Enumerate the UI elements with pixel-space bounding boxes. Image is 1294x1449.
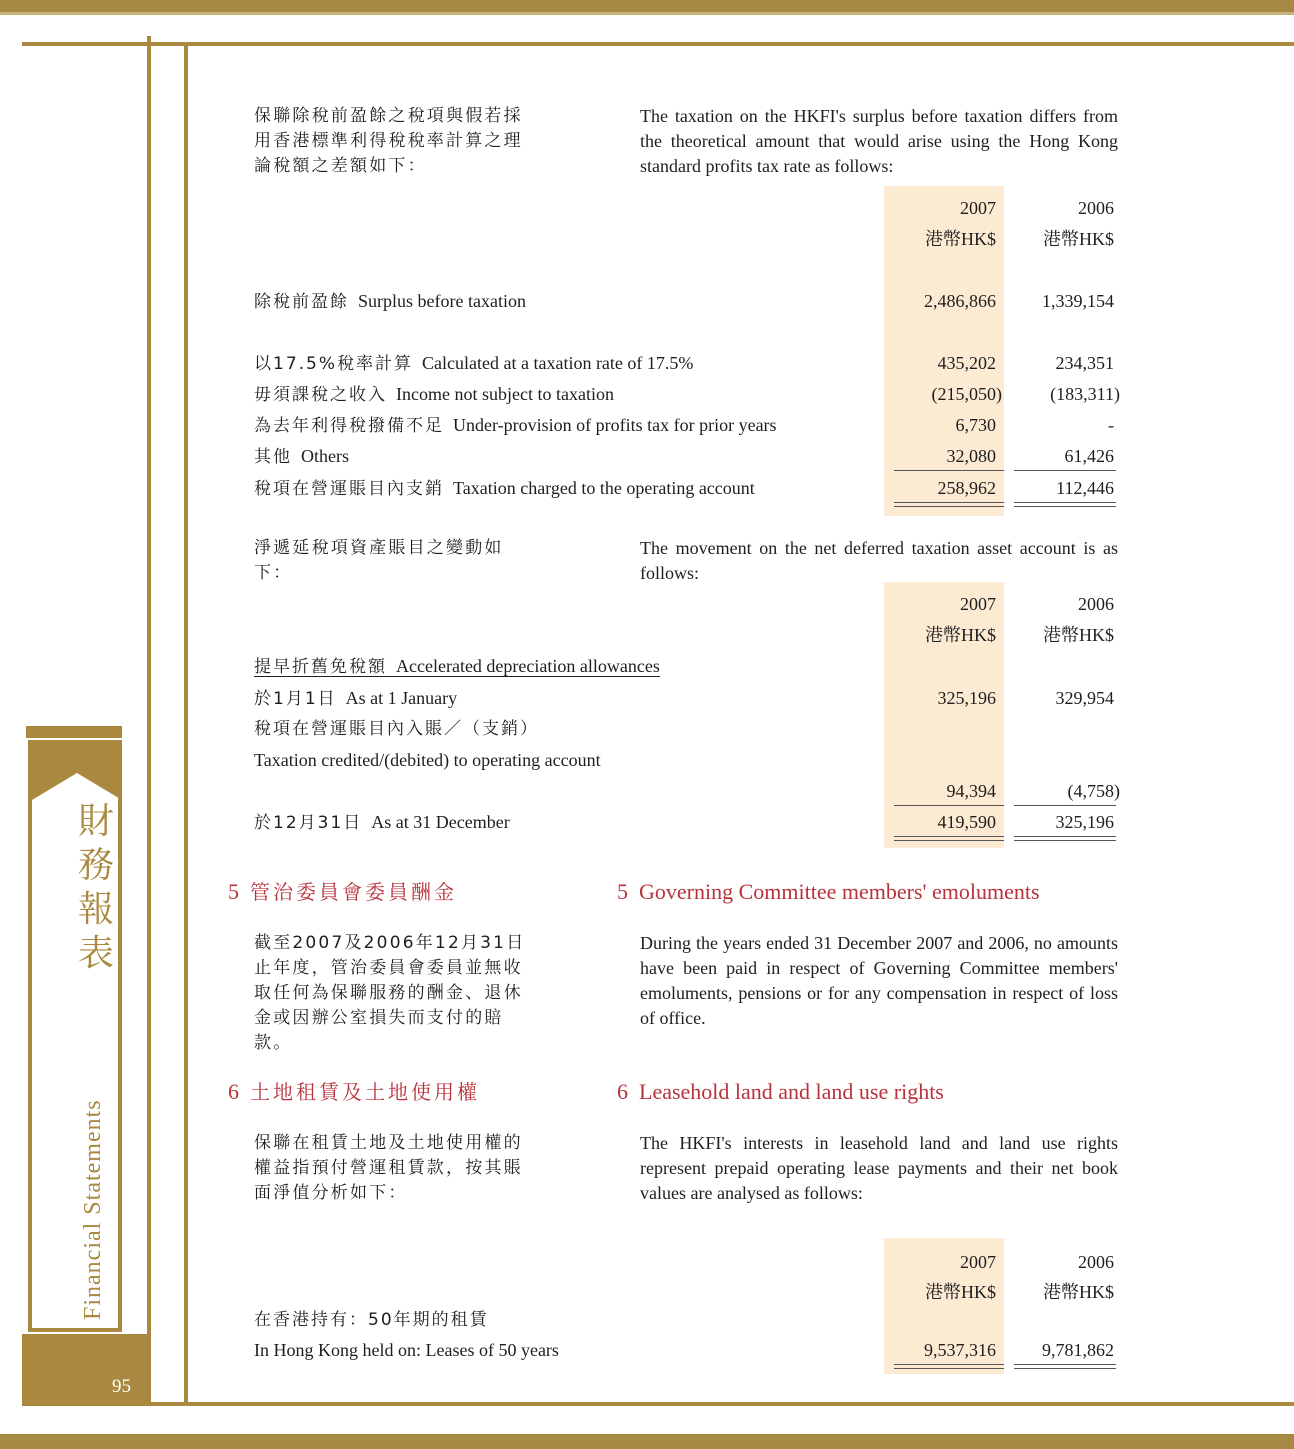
total-rule-2007 [894,502,1004,503]
tax-row-value-2006: 112,446 [1056,478,1114,498]
top-border-strip [0,0,1294,12]
subtotal-rule-2007 [894,470,1004,471]
tax-row-value-2006: - [1108,415,1114,435]
section6-heading-en: 6 Leasehold land and land use rights [617,1079,944,1104]
tax-row-label: 稅項在營運賬目內支銷 Taxation charged to the operating account [254,478,755,499]
lease-double-rule-2006 [1014,1368,1116,1369]
deferred-jan-2007: 325,196 [937,688,996,708]
tax-row-value-2007: (215,050) [931,384,1002,404]
side-tab-en-title: Financial Statements [80,1099,106,1320]
deferred-jan-2006: 329,954 [1055,688,1114,708]
tax-row-value-2007: 435,202 [937,353,996,373]
deferred-subtotal-rule-2007 [894,805,1004,806]
deferred-total-double-rule-2007 [894,840,1004,841]
tax-intro-zh: 保聯除稅前盈餘之稅項與假若採用香港標準利得稅稅率計算之理論稅額之差額如下： [254,106,523,176]
tax-row-label: 其他 Others [254,446,349,467]
tax-row-label: 除稅前盈餘 Surplus before taxation [254,291,526,312]
deferred-subheading: 提早折舊免稅額 Accelerated depreciation allowances [254,656,660,677]
bottom-border-strip [0,1434,1294,1449]
section6-body-zh: 保聯在租賃土地及土地使用權的權益指預付營運租賃款，按其賬面淨值分析如下： [254,1133,523,1203]
deferred-dec-2007: 419,590 [937,812,996,832]
lease-unit-2006: 港幣HK$ [1043,1282,1114,1302]
section6-heading-zh: 6 土地租賃及土地使用權 [228,1079,480,1104]
section5-body-en: During the years ended 31 December 2007 and 2006, no amounts have been paid in respect of Governing Committee members' emoluments, pensions or for any compensation in respect of loss of office. [640,933,1118,1028]
tax-row-value-2006: 61,426 [1064,446,1114,466]
deferred-row-dec-label: 於12月31日 As at 31 December [254,812,510,833]
lease-row-label-en: In Hong Kong held on: Leases of 50 years [254,1340,559,1360]
section5-heading-en: 5 Governing Committee members' emoluments [617,879,1040,904]
lease-value-2007: 9,537,316 [924,1340,996,1360]
lease-unit-2007: 港幣HK$ [925,1282,996,1302]
section6-body-en: The HKFI's interests in leasehold land and land use rights represent prepaid operating lease payments and their net book values are analysed as follows: [640,1133,1118,1203]
left-rule-inner [184,42,188,1404]
total-double-rule-2007 [894,506,1004,507]
side-tab-cjk-title: 財務報表 [77,801,114,974]
tax-row-label: 毋須課稅之收入 Income not subject to taxation [254,384,614,405]
deferred-credited-2007: 94,394 [946,781,996,801]
tax-col-2007: 2007 [960,198,996,218]
deferred-row-jan-label: 於1月1日 As at 1 January [254,688,458,709]
tax-row-label: 為去年利得稅撥備不足 Under-provision of profits tax for prior years [254,415,777,436]
tax-row-value-2006: 1,339,154 [1042,291,1114,311]
deferred-total-rule-2006 [1014,836,1116,837]
deferred-unit-2006: 港幣HK$ [1043,625,1114,645]
lease-rule-2007 [894,1364,1004,1365]
lease-col-2007: 2007 [960,1252,996,1272]
section5-body-zh: 截至2007及2006年12月31日止年度，管治委員會委員並無收取任何為保聯服務的酬金、退休金或因辦公室損失而支付的賠款。 [254,933,526,1053]
section5-heading-zh: 5 管治委員會委員酬金 [228,879,457,904]
top-rule [22,42,1294,46]
bottom-rule [22,1402,1294,1406]
lease-row-label-zh: 在香港持有：50年期的租賃 [254,1310,489,1330]
deferred-col-2007: 2007 [960,594,996,614]
total-rule-2006 [1014,502,1116,503]
lease-rule-2006 [1014,1364,1116,1365]
deferred-credited-2006: (4,758) [1067,781,1120,801]
deferred-intro-zh: 淨遞延稅項資產賬目之變動如下： [254,538,504,583]
subtotal-rule-2006 [1014,470,1116,471]
lease-double-rule-2007 [894,1368,1004,1369]
lease-col-2006: 2006 [1078,1252,1114,1272]
left-rule-outer [147,36,151,1404]
deferred-intro-en: The movement on the net deferred taxation asset account is as follows: [640,538,1118,583]
page-number: 95 [112,1376,131,1397]
top-border-shadow [0,12,1294,15]
deferred-col-2006: 2006 [1078,594,1114,614]
deferred-total-double-rule-2006 [1014,840,1116,841]
shade-2007-deferred [884,582,1004,848]
deferred-unit-2007: 港幣HK$ [925,625,996,645]
tax-intro-en: The taxation on the HKFI's surplus before taxation differs from the theoretical amount that would arise using the Hong Kong standard profits tax rate as follows: [640,106,1118,176]
total-double-rule-2006 [1014,506,1116,507]
tax-row-value-2006: (183,311) [1050,384,1120,404]
tax-row-value-2007: 6,730 [955,415,996,435]
side-tab-cap [26,726,122,738]
tax-col-2006: 2006 [1078,198,1114,218]
tax-unit-2006: 港幣HK$ [1043,229,1114,249]
deferred-subtotal-rule-2006 [1014,805,1116,806]
deferred-row-credited-label-en: Taxation credited/(debited) to operating account [254,750,601,770]
deferred-row-credited-label-zh: 稅項在營運賬目內入賬／（支銷） [254,719,539,739]
deferred-total-rule-2007 [894,836,1004,837]
tax-row-value-2007: 2,486,866 [924,291,996,311]
tax-row-value-2007: 258,962 [937,478,996,498]
tax-row-value-2007: 32,080 [946,446,996,466]
tax-row-label: 以17.5%稅率計算 Calculated at a taxation rate of 17.5% [254,353,694,374]
tax-unit-2007: 港幣HK$ [925,229,996,249]
tax-row-value-2006: 234,351 [1055,353,1114,373]
lease-value-2006: 9,781,862 [1042,1340,1114,1360]
deferred-dec-2006: 325,196 [1055,812,1114,832]
